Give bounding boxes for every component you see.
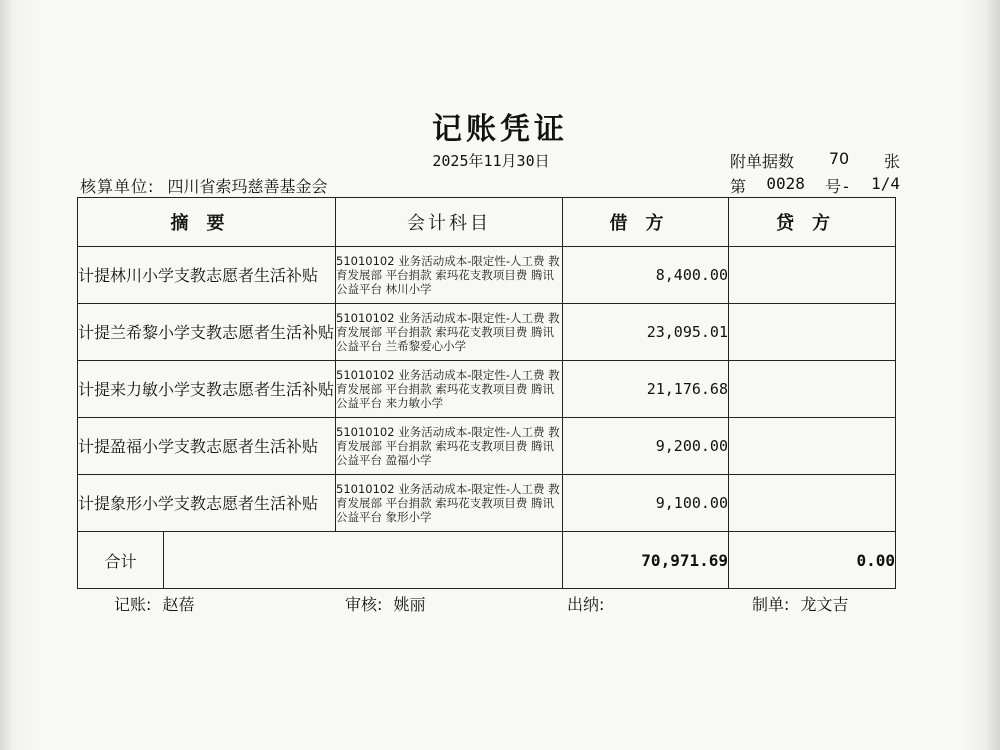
voucher-number	[730, 174, 900, 197]
row-debit: 23,095.01	[563, 304, 729, 361]
table-row	[78, 418, 896, 475]
signature-row	[0, 592, 1000, 616]
row-debit: 9,100.00	[563, 475, 729, 532]
attachments-info	[730, 149, 900, 172]
total-debit: 70,971.69	[563, 532, 729, 589]
reviewer-signature	[345, 592, 426, 615]
row-credit	[729, 475, 896, 532]
header-credit: 贷方	[729, 198, 896, 247]
row-credit	[729, 247, 896, 304]
total-label: 合计	[78, 532, 164, 588]
voucher-number-prefix: 第	[730, 177, 747, 196]
table-row	[78, 247, 896, 304]
cashier-label: 出纳:	[567, 595, 605, 614]
row-subject: 51010102 业务活动成本-限定性-人工费 教育发展部 平台捐款 索玛花支教项目费 腾讯公益平台 林川小学	[336, 247, 563, 304]
voucher-number-suffix: 号-	[825, 177, 851, 196]
row-subject: 51010102 业务活动成本-限定性-人工费 教育发展部 平台捐款 索玛花支教项目费 腾讯公益平台 象形小学	[336, 475, 563, 532]
total-blank	[164, 532, 562, 588]
table-row	[78, 361, 896, 418]
row-summary: 计提兰希黎小学支教志愿者生活补贴	[78, 304, 336, 361]
attachments-label: 附单据数	[730, 152, 795, 171]
voucher-number-value: 0028	[766, 174, 805, 193]
voucher-page: 1/4	[871, 174, 900, 193]
row-summary: 计提象形小学支教志愿者生活补贴	[78, 475, 336, 532]
attachments-count: 70	[828, 149, 850, 168]
bookkeeper-label: 记账:	[114, 595, 152, 614]
preparer-name: 龙文吉	[800, 595, 849, 614]
header-subject: 会计科目	[336, 198, 563, 247]
accounting-unit-name: 四川省索玛慈善基金会	[167, 177, 328, 196]
header-summary: 摘要	[78, 198, 336, 247]
voucher-date: 2025年11月30日	[432, 152, 550, 170]
preparer-signature	[752, 592, 849, 615]
accounting-unit	[80, 174, 328, 197]
row-subject: 51010102 业务活动成本-限定性-人工费 教育发展部 平台捐款 索玛花支教项目费 腾讯公益平台 兰希黎爱心小学	[336, 304, 563, 361]
preparer-label: 制单:	[752, 595, 790, 614]
row-subject: 51010102 业务活动成本-限定性-人工费 教育发展部 平台捐款 索玛花支教项目费 腾讯公益平台 盈福小学	[336, 418, 563, 475]
bookkeeper-signature	[114, 592, 195, 615]
row-credit	[729, 361, 896, 418]
row-summary: 计提来力敏小学支教志愿者生活补贴	[78, 361, 336, 418]
accounting-unit-label: 核算单位:	[80, 177, 155, 196]
row-subject: 51010102 业务活动成本-限定性-人工费 教育发展部 平台捐款 索玛花支教项目费 腾讯公益平台 来力敏小学	[336, 361, 563, 418]
bookkeeper-name: 赵蓓	[162, 595, 195, 614]
total-label-cell	[78, 532, 563, 589]
document-title: 记账凭证	[432, 112, 568, 147]
row-debit: 8,400.00	[563, 247, 729, 304]
row-credit	[729, 418, 896, 475]
reviewer-name: 姚丽	[393, 595, 426, 614]
total-row	[78, 532, 896, 589]
row-summary: 计提盈福小学支教志愿者生活补贴	[78, 418, 336, 475]
voucher-table	[77, 197, 896, 589]
table-header-row	[78, 198, 896, 247]
table-row	[78, 304, 896, 361]
reviewer-label: 审核:	[345, 595, 383, 614]
row-summary: 计提林川小学支教志愿者生活补贴	[78, 247, 336, 304]
row-debit: 21,176.68	[563, 361, 729, 418]
total-credit: 0.00	[729, 532, 896, 589]
table-row	[78, 475, 896, 532]
header-debit: 借方	[563, 198, 729, 247]
row-debit: 9,200.00	[563, 418, 729, 475]
row-credit	[729, 304, 896, 361]
attachments-unit: 张	[883, 152, 900, 171]
cashier-signature	[567, 592, 610, 615]
